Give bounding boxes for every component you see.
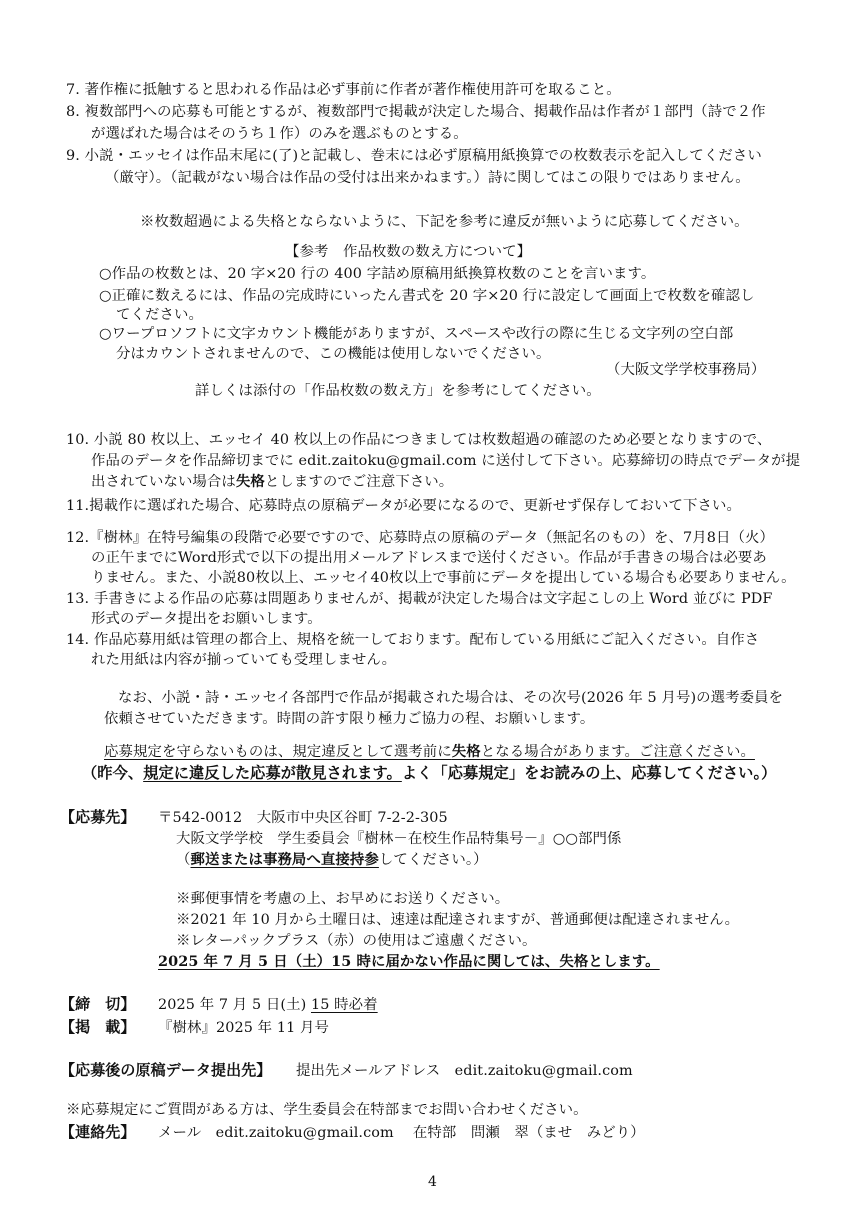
address-label: 【応募先】	[60, 808, 136, 826]
contact-note: ※応募規定にご質問がある方は、学生委員会在特部までお問い合わせください。	[66, 1102, 588, 1118]
rule-item-14-cont: れた用紙は内容が揃っていても受理しません。	[91, 652, 397, 668]
publish-value: 『樹林』2025 年 11 月号	[158, 1020, 329, 1036]
address-line-1: 〒542-0012 大阪市中央区谷町 7-2-2-305	[158, 810, 448, 826]
rule-item-10: 10. 小説 80 枚以上、エッセイ 40 枚以上の作品につきましては枚数超過の確認のため必要となりますので、	[66, 432, 772, 448]
rule-item-7: 7. 著作権に抵触すると思われる作品は必ず事前に作者が著作権使用許可を取ること。	[66, 82, 621, 98]
note-bullet-3-cont: 分はカウントされませんので、この機能は使用しないでください。	[116, 346, 551, 362]
rule-item-13-cont: 形式のデータ提出をお願いします。	[91, 611, 322, 627]
rule-item-11: 11.掲載作に選ばれた場合、応募時点の原稿データが必要になるので、更新せず保存しておいて下さい。	[66, 498, 741, 514]
selection-note: なお、小説・詩・エッセイ各部門で作品が掲載された場合は、その次号(2026 年 5 月号)の選考委員を	[118, 690, 784, 706]
rule-item-8: 8. 複数部門への応募も可能とするが、複数部門で掲載が決定した場合、掲載作品は作者が１部門（詩で２作	[66, 104, 766, 120]
rule-item-10-cont2: 出されていない場合は失格としますのでご注意下さい。	[91, 473, 454, 490]
address-line-2: 大阪文学学校 学生委員会『樹林－在校生作品特集号－』○○部門係	[176, 831, 622, 847]
rule-item-9: 9. 小説・エッセイは作品末尾に(了)と記載し、巻末には必ず原稿用紙換算での枚数表示を記入してください	[66, 148, 762, 164]
rule-item-13: 13. 手書きによる作品の応募は問題ありませんが、掲載が決定した場合は文字起こしの上 Word 並びに PDF	[66, 591, 773, 607]
rule-item-12-cont: の正午までにWord形式で以下の提出用メールアドレスまで送付ください。作品が手書きの場合は必要あ	[91, 550, 767, 566]
rule-item-12-cont2: りません。また、小説80枚以上、エッセイ40枚以上で事前にデータを提出している場合も必要ありません。	[91, 570, 796, 586]
data-submit-email: 提出先メールアドレス edit.zaitoku@gmail.com	[296, 1063, 633, 1079]
data-submit-label: 【応募後の原稿データ提出先】	[60, 1061, 272, 1079]
publish-label: 【掲 載】	[60, 1018, 136, 1036]
note-bullet-1: ○作品の枚数とは、20 字×20 行の 400 字詰め原稿用紙換算枚数のことを言います。	[99, 266, 656, 282]
mail-note-1: ※郵便事情を考慮の上、お早めにお送りください。	[176, 891, 510, 907]
rule-item-14: 14. 作品応募用紙は管理の都合上、規格を統一しております。配布している用紙にご記入ください。自作さ	[66, 632, 760, 648]
rule-item-9-cont: （厳守）。（記載がない場合は作品の受付は出来かねます。）詩に関してはこの限りではありません。	[105, 170, 750, 186]
note-detail: 詳しくは添付の「作品枚数の数え方」を参考にしてください。	[195, 383, 601, 399]
note-title: 【参考 作品枚数の数え方について】	[285, 244, 532, 260]
rule-item-10-cont: 作品のデータを作品締切までに edit.zaitoku@gmail.com に送付して下さい。応募締切の時点でデータが提	[91, 453, 801, 469]
note-signature: （大阪文学学校事務局）	[606, 362, 766, 378]
deadline-value: 2025 年 7 月 5 日(土) 15 時必着	[158, 997, 378, 1013]
mail-note-3: ※レターパックプラス（赤）の使用はご遠慮ください。	[176, 933, 537, 949]
note-bullet-2: ○正確に数えるには、作品の完成時にいったん書式を 20 字×20 行に設定して画面上で枚数を確認し	[99, 288, 755, 304]
deadline-warning: 2025 年 7 月 5 日（土）15 時に届かない作品に関しては、失格とします。	[158, 953, 660, 970]
note-bullet-3: ○ワープロソフトに文字カウント機能がありますが、スペースや改行の際に生じる文字列の空白部	[99, 326, 734, 342]
rule-item-8-cont: が選ばれた場合はそのうち１作）のみを選ぶものとする。	[91, 126, 468, 142]
contact-value: メール edit.zaitoku@gmail.com 在特部 問瀬 翠（ませ みどり）	[158, 1125, 645, 1141]
selection-note-cont: 依頼させていただきます。時間の許す限り極力ご協力の程、お願いします。	[104, 711, 595, 727]
page-number: 4	[428, 1174, 438, 1190]
deadline-label: 【締 切】	[60, 995, 136, 1013]
note-intro: ※枚数超過による失格とならないように、下記を参考に違反が無いように応募してください。	[140, 214, 749, 230]
rules-warning-emphasis: （昨今、規定に違反した応募が散見されます。よく「応募規定」をお読みの上、応募してください。）	[82, 764, 777, 782]
rule-item-12: 12.『樹林』在特号編集の段階で必要ですので、応募時点の原稿のデータ（無記名のもの）を、7月8日（火）	[66, 530, 774, 546]
address-line-3: （郵送または事務局へ直接持参してください。）	[176, 851, 488, 868]
contact-label: 【連絡先】	[60, 1123, 136, 1141]
mail-note-2: ※2021 年 10 月から土曜日は、速達は配達されますが、普通郵便は配達されません。	[176, 912, 740, 928]
rules-warning: 応募規定を守らないものは、規定違反として選考前に失格となる場合があります。ご注意ください。	[104, 743, 755, 760]
disqualify-emphasis: 失格	[235, 473, 265, 490]
note-bullet-2-cont: てください。	[116, 307, 203, 323]
